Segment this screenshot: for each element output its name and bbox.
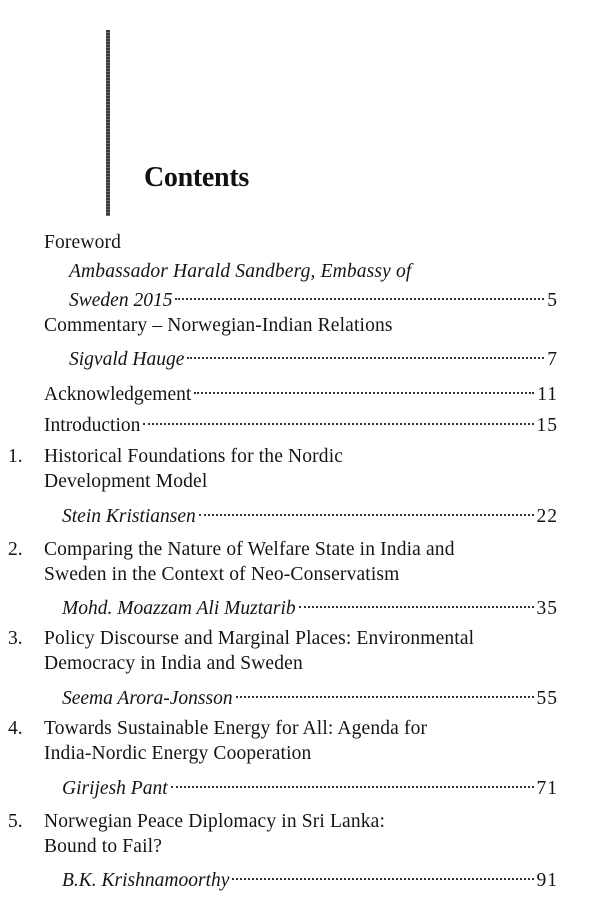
toc-entry-foreword-leader-line[interactable]	[69, 284, 558, 313]
page-number: 11	[537, 384, 558, 405]
page-number: 15	[536, 415, 558, 436]
dot-leader	[199, 494, 534, 516]
chapter-author-leader-line[interactable]	[62, 682, 558, 711]
chapter-number: 3.	[8, 628, 23, 649]
toc-entry-foreword-title[interactable]: Foreword	[44, 232, 122, 253]
page-number: 5	[547, 290, 558, 311]
chapter-title-line[interactable]: Towards Sustainable Energy for All: Agenda for	[44, 718, 428, 739]
chapter-author: Girijesh Pant	[62, 778, 168, 799]
chapter-number: 2.	[8, 539, 23, 560]
toc-entry-introduction[interactable]	[44, 409, 558, 438]
dot-leader	[194, 372, 534, 394]
chapter-author: Seema Arora-Jonsson	[62, 688, 233, 709]
chapter-number: 4.	[8, 718, 23, 739]
page-number: 91	[536, 870, 558, 891]
chapter-title-line[interactable]: India-Nordic Energy Cooperation	[44, 743, 312, 764]
chapter-author: B.K. Krishnamoorthy	[62, 870, 230, 891]
chapter-author-leader-line[interactable]	[62, 864, 558, 893]
page-title: Contents	[144, 162, 249, 193]
page-number: 22	[536, 506, 558, 527]
toc-entry-commentary-author: Sigvald Hauge	[69, 349, 185, 370]
dot-leader	[236, 676, 534, 698]
chapter-title-line[interactable]: Policy Discourse and Marginal Places: Environmental	[44, 628, 475, 649]
dot-leader	[175, 278, 544, 300]
chapter-author-leader-line[interactable]	[62, 592, 558, 621]
toc-entry-commentary-title[interactable]: Commentary – Norwegian-Indian Relations	[44, 315, 393, 336]
chapter-title-line[interactable]: Norwegian Peace Diplomacy in Sri Lanka:	[44, 811, 386, 832]
toc-entry-title: Introduction	[44, 415, 141, 436]
dot-leader	[299, 586, 534, 608]
chapter-author-leader-line[interactable]	[62, 772, 558, 801]
dot-leader	[232, 858, 533, 880]
chapter-title-line[interactable]: Historical Foundations for the Nordic	[44, 446, 344, 467]
chapter-title-line[interactable]: Democracy in India and Sweden	[44, 653, 303, 674]
chapter-number: 5.	[8, 811, 23, 832]
dot-leader	[187, 337, 544, 359]
toc-entry-commentary-leader-line[interactable]	[69, 343, 558, 372]
chapter-author: Stein Kristiansen	[62, 506, 196, 527]
chapter-author: Mohd. Moazzam Ali Muztarib	[62, 598, 296, 619]
page-number: 35	[536, 598, 558, 619]
chapter-title-line[interactable]: Sweden in the Context of Neo-Conservatism	[44, 564, 400, 585]
chapter-title-line[interactable]: Comparing the Nature of Welfare State in India and	[44, 539, 455, 560]
chapter-title-line[interactable]: Development Model	[44, 471, 208, 492]
chapter-number: 1.	[8, 446, 23, 467]
page-number: 71	[536, 778, 558, 799]
dot-leader	[143, 403, 533, 425]
page-number: 55	[536, 688, 558, 709]
dot-leader	[171, 766, 534, 788]
toc-entry-foreword-author-cont: Sweden 2015	[69, 290, 173, 311]
chapter-title-line[interactable]: Bound to Fail?	[44, 836, 163, 857]
toc-entry-title: Acknowledgement	[44, 384, 192, 405]
chapter-author-leader-line[interactable]	[62, 500, 558, 529]
page-number: 7	[547, 349, 558, 370]
toc-entry-foreword-author: Ambassador Harald Sandberg, Embassy of	[69, 261, 412, 282]
